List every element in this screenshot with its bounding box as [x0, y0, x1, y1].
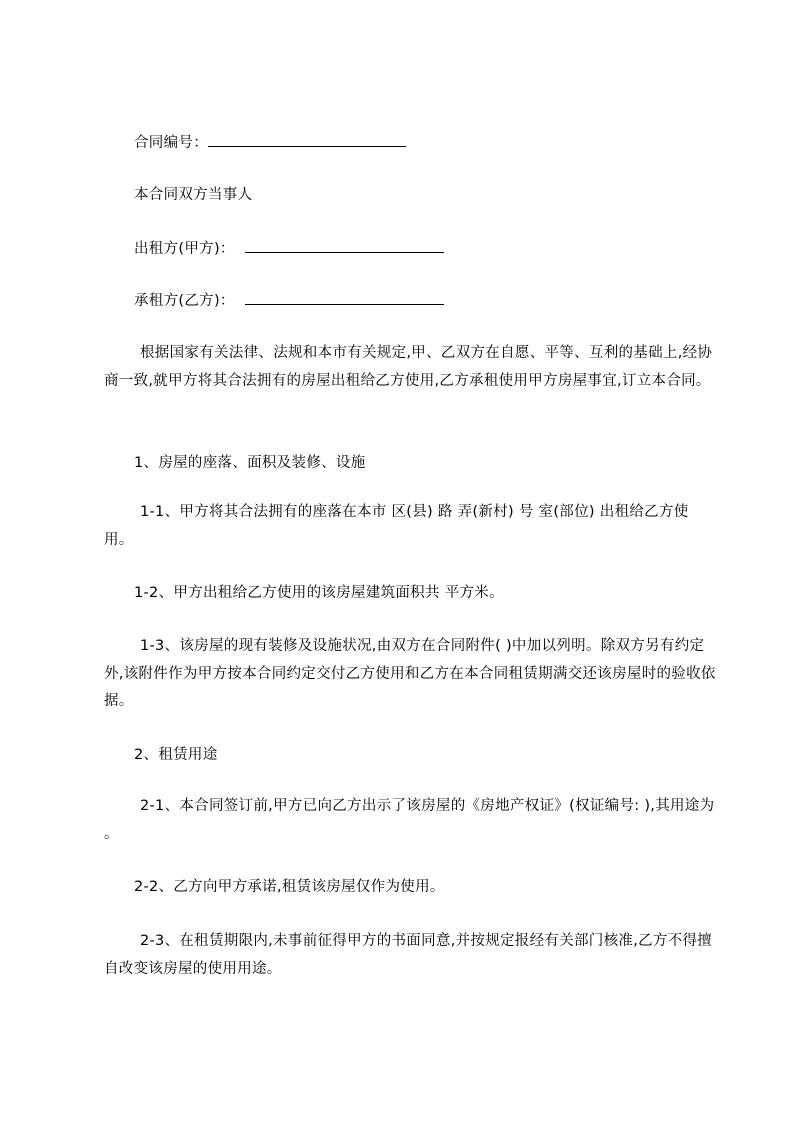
section-1-title: 1、房屋的座落、面积及装修、设施 — [134, 455, 366, 471]
clause-2-1-text: 2-1、本合同签订前,甲方已向乙方出示了该房屋的《房地产权证》(权证编号: ),其用途为 。 — [104, 798, 715, 842]
clause-1-1 — [104, 499, 716, 554]
contract-number-label: 合同编号： — [134, 135, 208, 151]
lessor-field[interactable] — [245, 238, 444, 253]
clause-2-3-text: 2-3、在租赁期限内,未事前征得甲方的书面同意,并按规定报经有关部门核准,乙方不得擅自改变该房屋的使用用途。 — [104, 933, 713, 977]
parties-heading: 本合同双方当事人 — [134, 187, 253, 203]
contract-number-row — [134, 132, 406, 153]
clause-1-3 — [104, 633, 716, 716]
contract-number-field[interactable] — [208, 132, 406, 147]
lessee-label: 承租方(乙方)： — [134, 293, 235, 309]
clause-1-3-text: 1-3、该房屋的现有装修及设施状况,由双方在合同附件( )中加以列明。除双方另有约定外,该附件作为甲方按本合同约定交付乙方使用和乙方在本合同租赁期满交还该房屋时的验收依据。 — [104, 638, 716, 709]
lessee-row — [134, 290, 444, 311]
clause-1-1-text: 1-1、甲方将其合法拥有的座落在本市 区(县) 路 弄(新村) 号 室(部位) 出租给乙方使用。 — [104, 504, 689, 548]
preamble-text: 根据国家有关法律、法规和本市有关规定,甲、乙双方在自愿、平等、互利的基础上,经协商一致,就甲方将其合法拥有的房屋出租给乙方使用,乙方承租使用甲方房屋事宜,订立本合同。 — [104, 345, 713, 389]
clause-2-3 — [104, 928, 716, 983]
preamble-paragraph — [104, 340, 716, 395]
clause-2-1 — [104, 793, 716, 848]
lessor-label: 出租方(甲方)： — [134, 241, 235, 257]
section-2-title: 2、租赁用途 — [134, 747, 218, 763]
lessee-field[interactable] — [245, 290, 444, 305]
lessor-row — [134, 238, 444, 259]
clause-1-2: 1-2、甲方出租给乙方使用的该房屋建筑面积共 平方米。 — [134, 585, 504, 601]
clause-2-2: 2-2、乙方向甲方承诺,租赁该房屋仅作为使用。 — [134, 879, 445, 895]
